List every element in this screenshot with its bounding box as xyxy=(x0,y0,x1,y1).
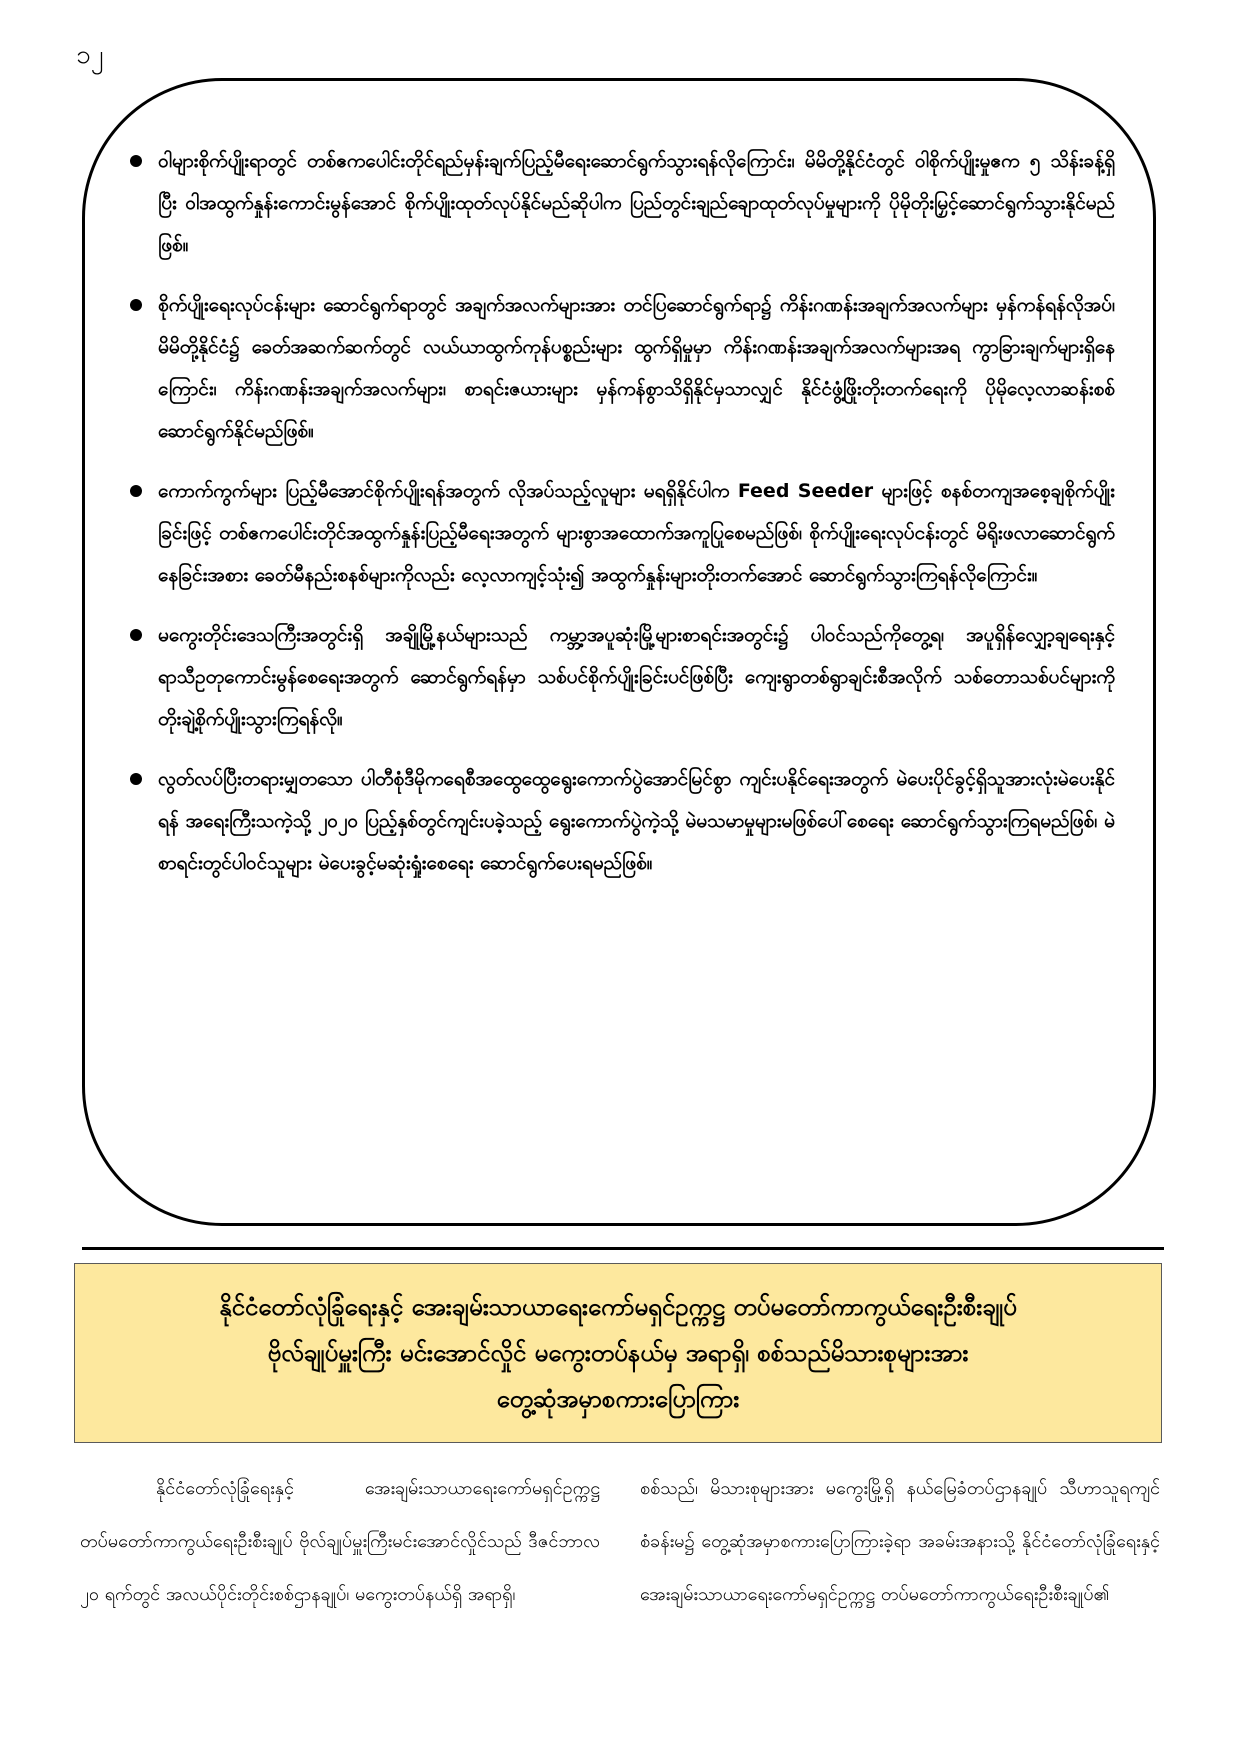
summary-bullet-list xyxy=(130,140,1115,902)
bullet-item-election xyxy=(130,758,1115,884)
article-paragraph-right: စစ်သည်၊ မိသားစုများအား မကွေးမြို့ရှိ နယ်မြေခံတပ်ဌာနချုပ် သီဟာသူရကျင်စံခန်းမ၌ တွေ့ဆုံအမှာစကားပြောကြားခဲ့ရာ အခမ်းအနားသို့ နိုင်ငံတော်လုံခြုံရေးနှင့် အေးချမ်းသာယာရေးကော်မရှင်ဥက္ကဋ္ဌ တပ်မတော်ကာကွယ်ရေးဦးစီးချုပ်၏ xyxy=(640,1478,1160,1605)
bullet-item-statistics xyxy=(130,284,1115,452)
article-paragraph-left: နိုင်ငံတော်လုံခြုံရေးနှင့် အေးချမ်းသာယာရေးကော်မရှင်ဥက္ကဋ္ဌ တပ်မတော်ကာကွယ်ရေးဦးစီးချုပ် ဗိုလ်ချုပ်မှူးကြီးမင်းအောင်လှိုင်သည် ဒီဇင်ဘာလ ၂၀ ရက်တွင် အလယ်ပိုင်းတိုင်းစစ်ဌာနချုပ်၊ မကွေးတပ်နယ်ရှိ အရာရှိ၊ xyxy=(80,1478,600,1605)
bullet-dot-icon xyxy=(130,299,142,311)
bullet-text: ကောက်ကွက်များ ပြည့်မီအောင်စိုက်ပျိုးရန်အတွက် လိုအပ်သည့်လူများ မရရှိနိုင်ပါက Feed Seeder များဖြင့် စနစ်တကျအစေ့ချစိုက်ပျိုးခြင်းဖြင့် တစ်ဧကပေါင်းတိုင်အထွက်နှုန်းပြည့်မီရေးအတွက် များစွာအထောက်အကူပြုစေမည်ဖြစ်၊ စိုက်ပျိုးရေးလုပ်ငန်းတွင် မိရိုးဖလာဆောင်ရွက်နေခြင်းအစား ခေတ်မီနည်းစနစ်များကိုလည်း လေ့လာကျင့်သုံး၍ အထွက်နှုန်းများတိုးတက်အောင် ဆောင်ရွက်သွားကြရန်လိုကြောင်း။ xyxy=(158,480,1115,586)
page-number: ၁၂ xyxy=(76,40,104,70)
article-column-right xyxy=(640,1462,1160,1621)
article-column-left xyxy=(80,1462,600,1621)
bullet-text: စိုက်ပျိုးရေးလုပ်ငန်းများ ဆောင်ရွက်ရာတွင် အချက်အလက်များအား တင်ပြဆောင်ရွက်ရာ၌ ကိန်းဂဏန်းအချက်အလက်များ မှန်ကန်ရန်လိုအပ်၊ မိမိတို့နိုင်ငံ၌ ခေတ်အဆက်ဆက်တွင် လယ်ယာထွက်ကုန်ပစ္စည်းများ ထွက်ရှိမှုမှာ ကိန်းဂဏန်းအချက်အလက်များအရ ကွာခြားချက်များရှိနေကြောင်း၊ ကိန်းဂဏန်းအချက်အလက်များ၊ စာရင်းဇယားများ မှန်ကန်စွာသိရှိနိုင်မှသာလျှင် နိုင်ငံဖွံ့ဖြိုးတိုးတက်ရေးကို ပိုမိုလေ့လာဆန်းစစ်ဆောင်ရွက်နိုင်မည်ဖြစ်။ xyxy=(158,294,1115,442)
bullet-item-cotton xyxy=(130,140,1115,266)
headline-line-2: ဗိုလ်ချုပ်မှူးကြီး မင်းအောင်လှိုင် မကွေးတပ်နယ်မှ အရာရှိ၊ စစ်သည်မိသားစုများအား xyxy=(267,1339,969,1367)
headline-line-3: တွေ့ဆုံအမှာစကားပြောကြား xyxy=(496,1385,740,1413)
article-headline-box xyxy=(74,1263,1162,1443)
headline-line-1: နိုင်ငံတော်လုံခြုံရေးနှင့် အေးချမ်းသာယာရေးကော်မရှင်ဥက္ကဋ္ဌ တပ်မတော်ကာကွယ်ရေးဦးစီးချုပ် xyxy=(219,1293,1017,1321)
bullet-text: ဝါများစိုက်ပျိုးရာတွင် တစ်ဧကပေါင်းတိုင်ရည်မှန်းချက်ပြည့်မီရေးဆောင်ရွက်သွားရန်လိုကြောင်း၊ မိမိတို့နိုင်ငံတွင် ဝါစိုက်ပျိုးမှုဧက ၅ သိန်းခန့်ရှိပြီး ဝါအထွက်နှုန်းကောင်းမွန်အောင် စိုက်ပျိုးထုတ်လုပ်နိုင်မည်ဆိုပါက ပြည်တွင်းချည်ချောထုတ်လုပ်မှုများကို ပိုမိုတိုးမြှင့်ဆောင်ရွက်သွားနိုင်မည်ဖြစ်။ xyxy=(158,150,1115,256)
bullet-dot-icon xyxy=(130,629,142,641)
bullet-dot-icon xyxy=(130,155,142,167)
bullet-text: မကွေးတိုင်းဒေသကြီးအတွင်းရှိ အချို့မြို့နယ်များသည် ကမ္ဘာ့အပူဆုံးမြို့များစာရင်းအတွင်း၌ ပါဝင်သည်ကိုတွေ့ရ၊ အပူရှိန်လျှော့ချရေးနှင့် ရာသီဥတုကောင်းမွန်စေရေးအတွက် ဆောင်ရွက်ရန်မှာ သစ်ပင်စိုက်ပျိုးခြင်းပင်ဖြစ်ပြီး ကျေးရွာတစ်ရွာချင်းစီအလိုက် သစ်တောသစ်ပင်များကို တိုးချဲ့စိုက်ပျိုးသွားကြရန်လို။ xyxy=(158,624,1115,730)
bullet-item-trees xyxy=(130,614,1115,740)
bullet-dot-icon xyxy=(130,485,142,497)
bullet-item-seeder xyxy=(130,470,1115,596)
section-divider xyxy=(82,1247,1164,1250)
bullet-dot-icon xyxy=(130,773,142,785)
bullet-text: လွတ်လပ်ပြီးတရားမျှတသော ပါတီစုံဒီမိုကရေစီအထွေထွေရွေးကောက်ပွဲအောင်မြင်စွာ ကျင်းပနိုင်ရေးအတွက် မဲပေးပိုင်ခွင့်ရှိသူအားလုံးမဲပေးနိုင်ရန် အရေးကြီးသကဲ့သို့ ၂၀၂၀ ပြည့်နှစ်တွင်ကျင်းပခဲ့သည့် ရွေးကောက်ပွဲကဲ့သို့ မဲမသမာမှုများမဖြစ်ပေါ်စေရေး ဆောင်ရွက်သွားကြရမည်ဖြစ်၊ မဲစာရင်းတွင်ပါဝင်သူများ မဲပေးခွင့်မဆုံးရှုံးစေရေး ဆောင်ရွက်ပေးရမည်ဖြစ်။ xyxy=(158,768,1115,874)
